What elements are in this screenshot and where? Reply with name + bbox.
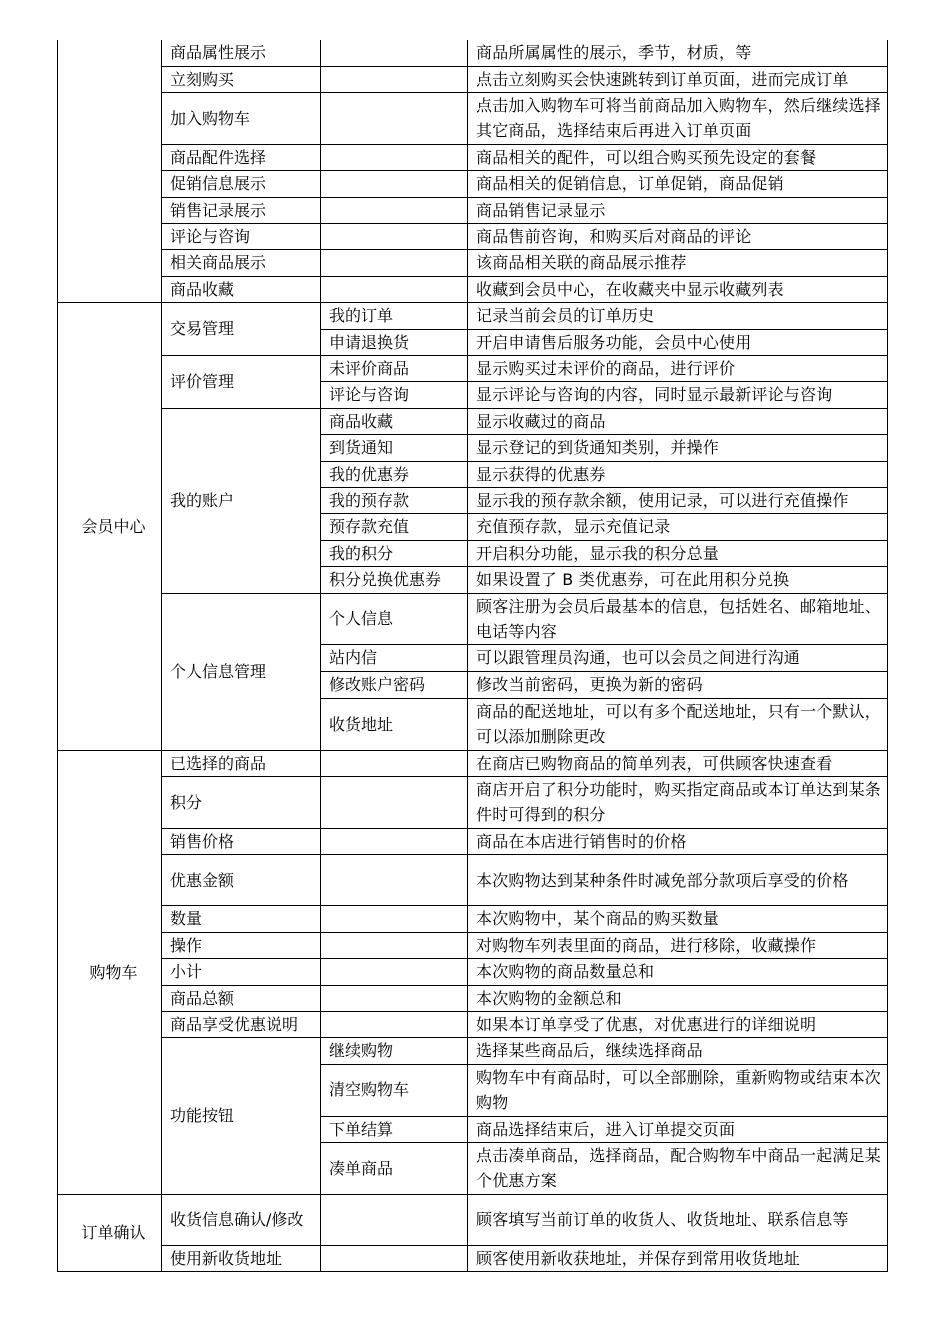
function-cell: 商品享受优惠说明 [162, 1011, 321, 1037]
description-cell: 显示评论与咨询的内容，同时显示最新评论与咨询 [468, 382, 888, 408]
subfunction-cell [321, 828, 468, 854]
description-cell: 点击加入购物车可将当前商品加入购物车，然后继续选择其它商品，选择结束后再进入订单页面 [468, 92, 888, 144]
module-cell: 会员中心 [58, 303, 162, 751]
description-cell: 商品销售记录显示 [468, 197, 888, 223]
description-cell: 如果设置了 B 类优惠券，可在此用积分兑换 [468, 567, 888, 593]
table-row [58, 777, 888, 829]
description-cell: 顾客注册为会员后最基本的信息，包括姓名、邮箱地址、电话等内容 [468, 593, 888, 645]
description-cell: 点击凑单商品，选择商品，配合购物车中商品一起满足某个优惠方案 [468, 1142, 888, 1194]
subfunction-cell: 积分兑换优惠券 [321, 567, 468, 593]
module-cell: 购物车 [58, 750, 162, 1194]
function-cell: 销售记录展示 [162, 197, 321, 223]
description-cell: 商品售前咨询，和购买后对商品的评论 [468, 223, 888, 249]
function-cell: 积分 [162, 777, 321, 829]
function-cell: 立刻购买 [162, 66, 321, 92]
subfunction-cell [321, 197, 468, 223]
description-cell: 点击立刻购买会快速跳转到订单页面，进而完成订单 [468, 66, 888, 92]
description-cell: 顾客填写当前订单的收货人、收货地址、联系信息等 [468, 1194, 888, 1245]
subfunction-cell: 我的订单 [321, 303, 468, 329]
subfunction-cell: 我的积分 [321, 540, 468, 566]
description-cell: 显示收藏过的商品 [468, 408, 888, 434]
table-row [58, 355, 888, 381]
function-cell: 商品收藏 [162, 276, 321, 302]
subfunction-cell: 我的优惠券 [321, 461, 468, 487]
subfunction-cell [321, 1245, 468, 1271]
description-cell: 该商品相关联的商品展示推荐 [468, 250, 888, 276]
description-cell: 收藏到会员中心，在收藏夹中显示收藏列表 [468, 276, 888, 302]
description-cell: 商品所属属性的展示，季节，材质，等 [468, 40, 888, 66]
table-row [58, 1245, 888, 1271]
description-cell: 记录当前会员的订单历史 [468, 303, 888, 329]
description-cell: 开启申请售后服务功能，会员中心使用 [468, 329, 888, 355]
subfunction-cell [321, 777, 468, 829]
module-cell: 订单确认 [58, 1194, 162, 1271]
subfunction-cell [321, 276, 468, 302]
function-cell: 小计 [162, 959, 321, 985]
function-cell: 相关商品展示 [162, 250, 321, 276]
table-row [58, 40, 888, 66]
table-row [58, 985, 888, 1011]
subfunction-cell: 清空购物车 [321, 1064, 468, 1116]
subfunction-cell: 预存款充值 [321, 514, 468, 540]
subfunction-cell: 下单结算 [321, 1116, 468, 1142]
subfunction-cell: 修改账户密码 [321, 671, 468, 698]
subfunction-cell: 凑单商品 [321, 1142, 468, 1194]
table-row [58, 959, 888, 985]
table-row [58, 303, 888, 329]
description-cell: 显示购买过未评价的商品，进行评价 [468, 355, 888, 381]
subfunction-cell [321, 66, 468, 92]
subfunction-cell: 站内信 [321, 645, 468, 671]
subfunction-cell [321, 1011, 468, 1037]
function-cell: 交易管理 [162, 303, 321, 356]
table-row [58, 408, 888, 434]
subfunction-cell: 继续购物 [321, 1038, 468, 1064]
description-cell: 商品在本店进行销售时的价格 [468, 828, 888, 854]
function-cell: 评价管理 [162, 355, 321, 408]
description-cell: 显示登记的到货通知类别，并操作 [468, 435, 888, 461]
table-row [58, 750, 888, 776]
function-cell: 销售价格 [162, 828, 321, 854]
function-cell: 商品总额 [162, 985, 321, 1011]
table-row [58, 171, 888, 197]
subfunction-cell [321, 250, 468, 276]
function-cell: 评论与咨询 [162, 223, 321, 249]
description-cell: 修改当前密码，更换为新的密码 [468, 671, 888, 698]
table-row [58, 1011, 888, 1037]
table-row [58, 906, 888, 932]
description-cell: 商品选择结束后，进入订单提交页面 [468, 1116, 888, 1142]
description-cell: 本次购物达到某种条件时减免部分款项后享受的价格 [468, 855, 888, 906]
table-row [58, 276, 888, 302]
subfunction-cell: 到货通知 [321, 435, 468, 461]
description-cell: 对购物车列表里面的商品，进行移除，收藏操作 [468, 932, 888, 958]
function-cell: 我的账户 [162, 408, 321, 593]
feature-spec-table-body [58, 40, 888, 1272]
table-row [58, 1038, 888, 1064]
description-cell: 本次购物中，某个商品的购买数量 [468, 906, 888, 932]
subfunction-cell: 评论与咨询 [321, 382, 468, 408]
subfunction-cell [321, 855, 468, 906]
table-row [58, 197, 888, 223]
description-cell: 商店开启了积分功能时，购买指定商品或本订单达到某条件时可得到的积分 [468, 777, 888, 829]
module-cell [58, 40, 162, 303]
function-cell: 已选择的商品 [162, 750, 321, 776]
table-row [58, 223, 888, 249]
description-cell: 商品相关的配件，可以组合购买预先设定的套餐 [468, 144, 888, 170]
function-cell: 促销信息展示 [162, 171, 321, 197]
function-cell: 使用新收货地址 [162, 1245, 321, 1271]
subfunction-cell [321, 144, 468, 170]
description-cell: 商品相关的促销信息，订单促销，商品促销 [468, 171, 888, 197]
subfunction-cell [321, 171, 468, 197]
function-cell: 个人信息管理 [162, 593, 321, 750]
subfunction-cell: 未评价商品 [321, 355, 468, 381]
subfunction-cell [321, 223, 468, 249]
table-row [58, 1194, 888, 1245]
subfunction-cell [321, 750, 468, 776]
table-row [58, 855, 888, 906]
subfunction-cell [321, 932, 468, 958]
function-cell: 商品配件选择 [162, 144, 321, 170]
description-cell: 如果本订单享受了优惠，对优惠进行的详细说明 [468, 1011, 888, 1037]
subfunction-cell: 我的预存款 [321, 488, 468, 514]
subfunction-cell: 个人信息 [321, 593, 468, 645]
feature-spec-table [57, 40, 888, 1272]
description-cell: 购物车中有商品时，可以全部删除，重新购物或结束本次购物 [468, 1064, 888, 1116]
subfunction-cell [321, 1194, 468, 1245]
subfunction-cell [321, 906, 468, 932]
table-row [58, 828, 888, 854]
table-row [58, 250, 888, 276]
description-cell: 在商店已购物商品的简单列表，可供顾客快速查看 [468, 750, 888, 776]
description-cell: 开启积分功能，显示我的积分总量 [468, 540, 888, 566]
function-cell: 数量 [162, 906, 321, 932]
subfunction-cell: 申请退换货 [321, 329, 468, 355]
subfunction-cell [321, 959, 468, 985]
description-cell: 顾客使用新收获地址，并保存到常用收货地址 [468, 1245, 888, 1271]
description-cell: 选择某些商品后，继续选择商品 [468, 1038, 888, 1064]
table-row [58, 66, 888, 92]
subfunction-cell: 收货地址 [321, 698, 468, 750]
table-row [58, 593, 888, 645]
function-cell: 操作 [162, 932, 321, 958]
table-row [58, 144, 888, 170]
function-cell: 优惠金额 [162, 855, 321, 906]
description-cell: 本次购物的商品数量总和 [468, 959, 888, 985]
function-cell: 加入购物车 [162, 92, 321, 144]
subfunction-cell [321, 92, 468, 144]
description-cell: 显示我的预存款余额，使用记录，可以进行充值操作 [468, 488, 888, 514]
function-cell: 功能按钮 [162, 1038, 321, 1194]
subfunction-cell: 商品收藏 [321, 408, 468, 434]
description-cell: 商品的配送地址，可以有多个配送地址，只有一个默认，可以添加删除更改 [468, 698, 888, 750]
description-cell: 显示获得的优惠券 [468, 461, 888, 487]
function-cell: 商品属性展示 [162, 40, 321, 66]
function-cell: 收货信息确认/修改 [162, 1194, 321, 1245]
subfunction-cell [321, 985, 468, 1011]
description-cell: 可以跟管理员沟通，也可以会员之间进行沟通 [468, 645, 888, 671]
description-cell: 充值预存款，显示充值记录 [468, 514, 888, 540]
subfunction-cell [321, 40, 468, 66]
table-row [58, 932, 888, 958]
table-row [58, 92, 888, 144]
description-cell: 本次购物的金额总和 [468, 985, 888, 1011]
